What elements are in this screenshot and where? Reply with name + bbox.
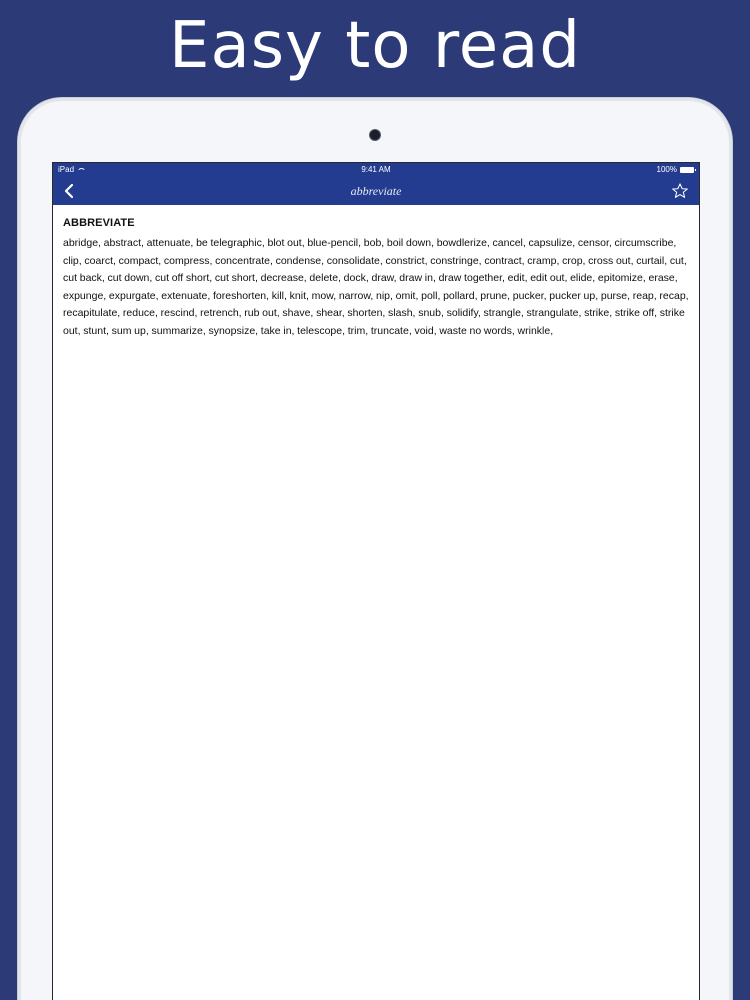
front-camera — [370, 130, 380, 140]
battery-icon — [680, 167, 694, 173]
status-right — [657, 163, 694, 177]
entry-content — [53, 205, 699, 341]
synonym-list: abridge, abstract, attenuate, be telegraphic, blot out, blue-pencil, bob, boil down, bowdlerize, cancel, capsulize, censor, circumscribe, clip, coarct, compact, compress, concentrate, condense, consolidate, constrict, constringe, contract, cramp, crop, cross out, curtail, cut, cut back, cut down, cut off short, cut short, decrease, delete, dock, draw, draw in, draw together, edit, edit out, elide, epitomize, erase, expunge, expurgate, extenuate, foreshorten, kill, knit, mow, narrow, nip, omit, poll, pollard, prune, pucker, pucker up, purse, reap, recap, recapitulate, reduce, rescind, retrench, rub out, shave, shear, shorten, slash, snub, solidify, strangle, strangulate, strike, strike off, strike out, stunt, sum up, summarize, synopsize, take in, telescope, trim, truncate, void, waste no words, wrinkle, — [63, 237, 689, 337]
battery-percent: 100% — [656, 165, 677, 174]
promo-headline: Easy to read — [169, 9, 581, 83]
ipad-frame — [18, 98, 732, 1000]
entry-headword: ABBREVIATE — [63, 217, 135, 229]
navigation-bar — [53, 177, 699, 205]
app-screen — [52, 162, 700, 1000]
status-time: 9:41 AM — [361, 165, 391, 174]
star-outline-icon[interactable] — [671, 182, 689, 200]
nav-title: abbreviate — [350, 184, 402, 198]
device-label: iPad — [58, 165, 75, 174]
status-bar — [53, 163, 699, 177]
